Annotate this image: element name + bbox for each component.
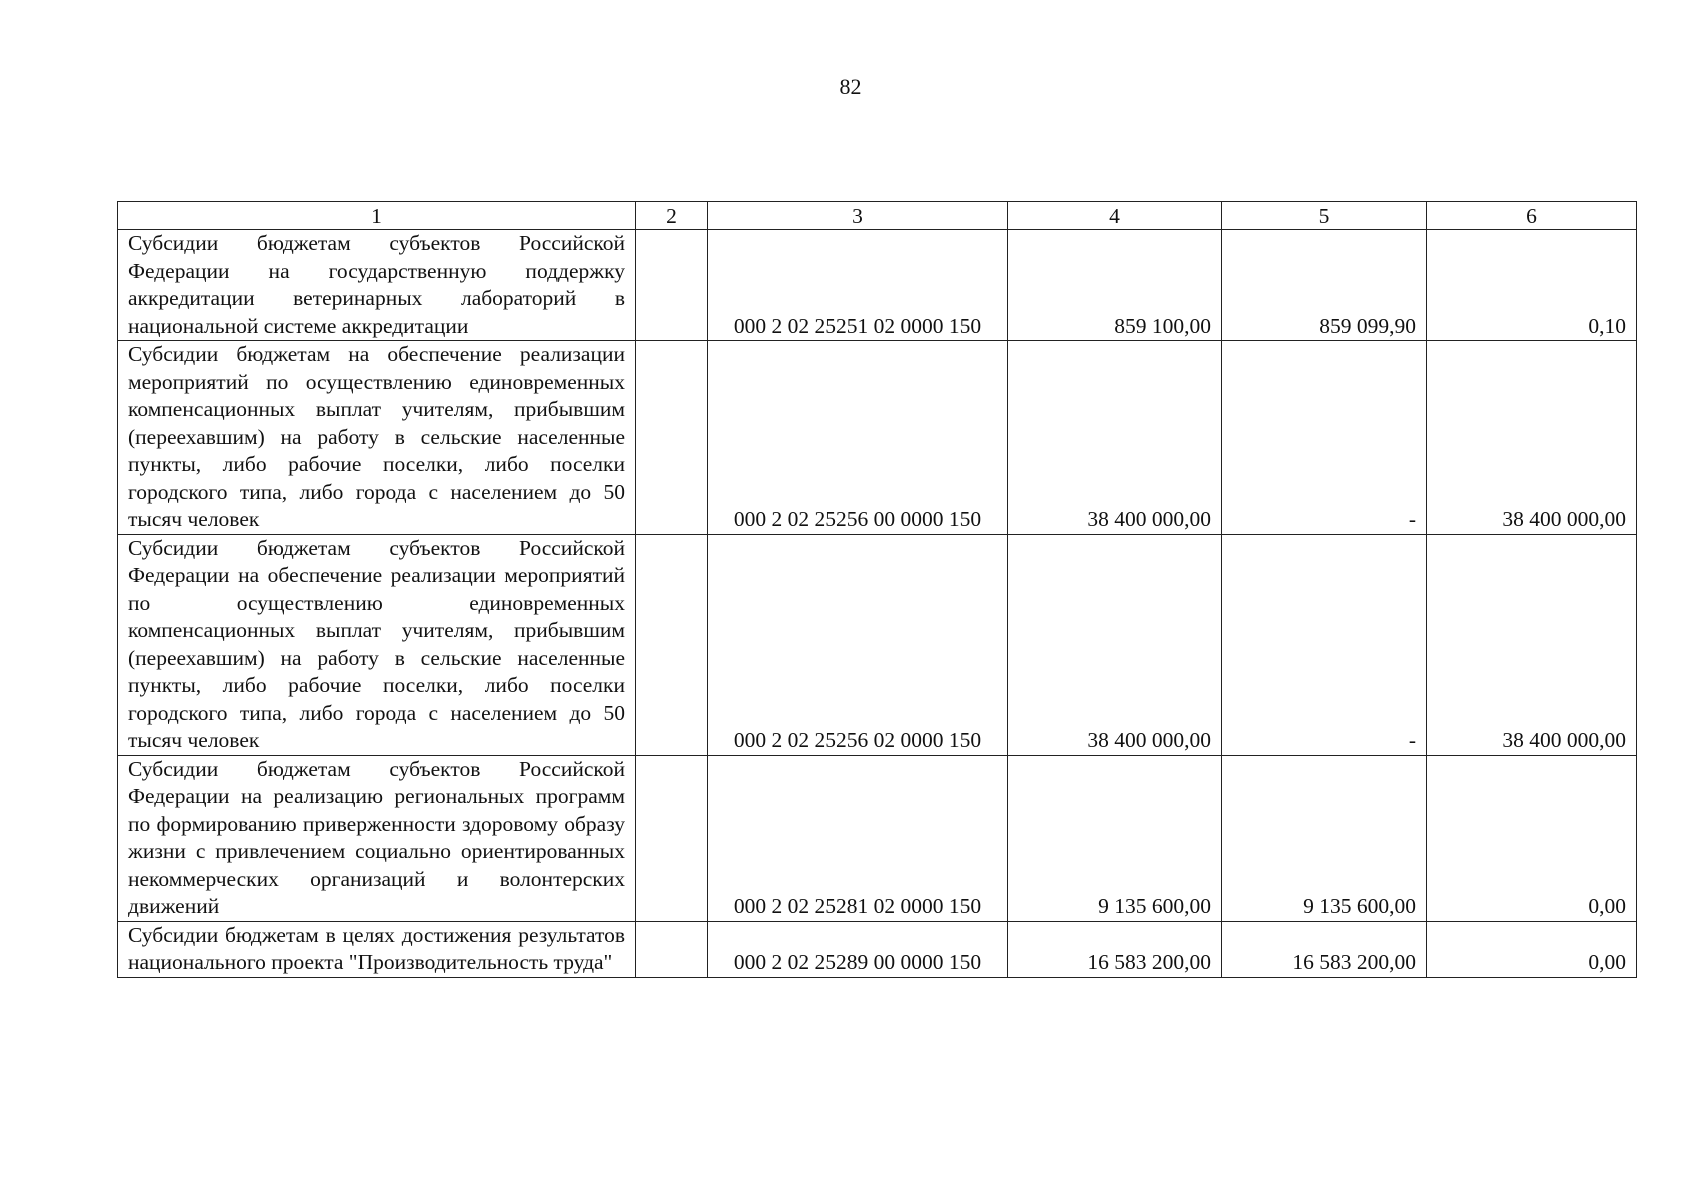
row-col5: 9 135 600,00 [1222,755,1427,921]
row-col6: 38 400 000,00 [1427,341,1637,535]
column-header-4: 4 [1008,202,1222,230]
row-col5: - [1222,534,1427,755]
table-row [118,341,1637,535]
table-row [118,755,1637,921]
column-header-5: 5 [1222,202,1427,230]
row-code: 000 2 02 25289 00 0000 150 [708,921,1008,977]
row-col4: 16 583 200,00 [1008,921,1222,977]
table-header-row [118,202,1637,230]
budget-table [117,201,1637,978]
column-header-3: 3 [708,202,1008,230]
page-number: 82 [839,74,862,99]
row-col2 [636,230,708,341]
row-col6: 0,00 [1427,921,1637,977]
row-col2 [636,755,708,921]
row-col4: 38 400 000,00 [1008,341,1222,535]
row-name: Субсидии бюджетам субъектов Российской Федерации на государственную поддержку аккредитации ветеринарных лабораторий в национальной системе аккредитации [118,230,636,341]
row-col2 [636,534,708,755]
table-row [118,921,1637,977]
row-col5: 859 099,90 [1222,230,1427,341]
row-col4: 859 100,00 [1008,230,1222,341]
table-row [118,230,1637,341]
row-col6: 0,10 [1427,230,1637,341]
row-code: 000 2 02 25281 02 0000 150 [708,755,1008,921]
row-code: 000 2 02 25251 02 0000 150 [708,230,1008,341]
row-col6: 0,00 [1427,755,1637,921]
row-col6: 38 400 000,00 [1427,534,1637,755]
row-col5: 16 583 200,00 [1222,921,1427,977]
row-name: Субсидии бюджетам субъектов Российской Федерации на обеспечение реализации мероприятий по осуществлению единовременных компенсационных выплат учителям, прибывшим (переехавшим) на работу в сельские населенные пункты, либо рабочие поселки, либо поселки городского типа, либо города с населением до 50 тысяч человек [118,534,636,755]
column-header-1: 1 [118,202,636,230]
row-col4: 38 400 000,00 [1008,534,1222,755]
row-col2 [636,341,708,535]
row-col2 [636,921,708,977]
row-code: 000 2 02 25256 02 0000 150 [708,534,1008,755]
row-code: 000 2 02 25256 00 0000 150 [708,341,1008,535]
row-name: Субсидии бюджетам субъектов Российской Федерации на реализацию региональных программ по формированию приверженности здоровому образу жизни с привлечением социально ориентированных некоммерческих организаций и волонтерских движений [118,755,636,921]
table-row [118,534,1637,755]
row-name: Субсидии бюджетам на обеспечение реализации мероприятий по осуществлению единовременных компенсационных выплат учителям, прибывшим (переехавшим) на работу в сельские населенные пункты, либо рабочие поселки, либо поселки городского типа, либо города с населением до 50 тысяч человек [118,341,636,535]
column-header-2: 2 [636,202,708,230]
row-col4: 9 135 600,00 [1008,755,1222,921]
row-col5: - [1222,341,1427,535]
column-header-6: 6 [1427,202,1637,230]
row-name: Субсидии бюджетам в целях достижения результатов национального проекта "Производительность труда" [118,921,636,977]
